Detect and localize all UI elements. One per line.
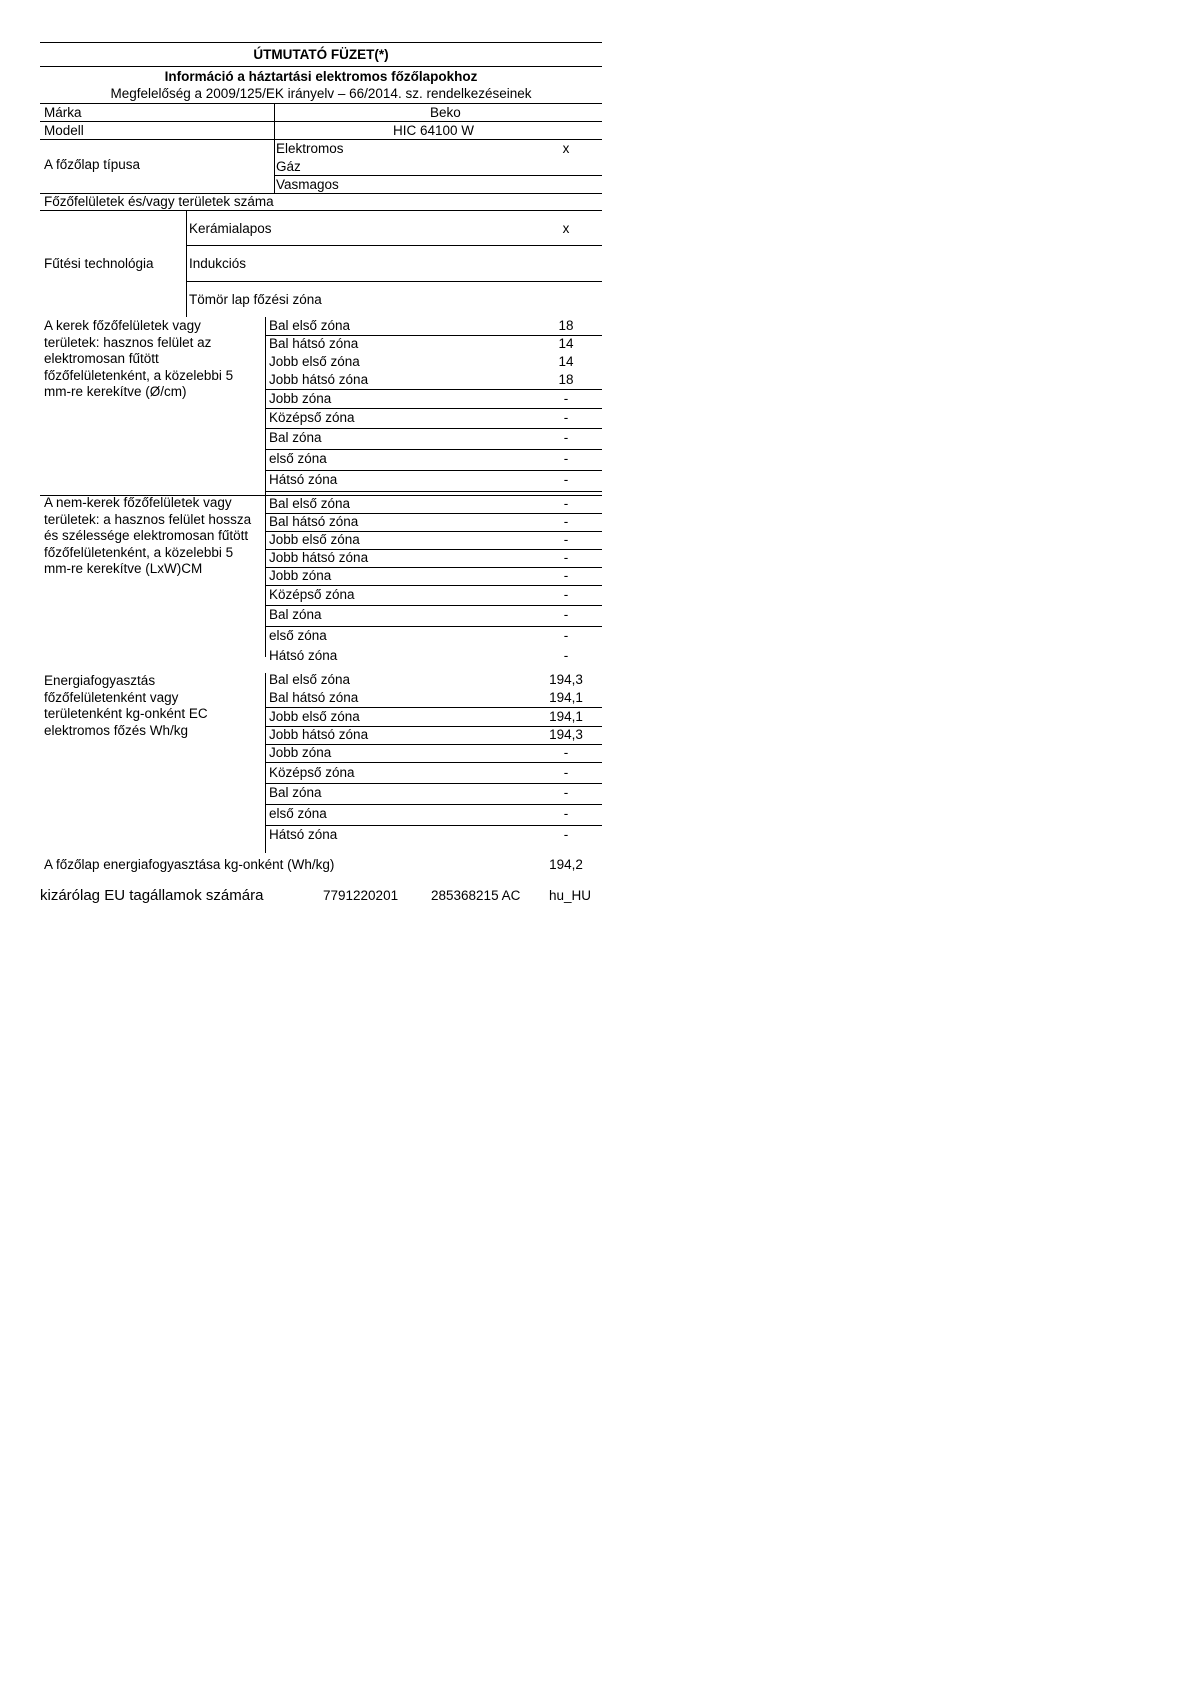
- sheet-title: ÚTMUTATÓ FÜZET(*): [253, 47, 389, 62]
- total-energy-value: 194,2: [549, 857, 583, 872]
- zone-value: 194,1: [549, 690, 583, 705]
- heating-tech-option: Kerámialapos: [189, 221, 272, 236]
- row-rule: [265, 825, 602, 826]
- hob-type-option: Vasmagos: [276, 177, 339, 192]
- zone-name: Jobb hátsó zóna: [269, 727, 369, 742]
- zone-value: -: [563, 550, 569, 565]
- zone-value: -: [563, 451, 569, 466]
- zone-value: -: [563, 806, 569, 821]
- round-zones-label: A kerek főzőfelületek vagy területek: hasznos felület az elektromosan fűtött főzőfelületenként, a közelebbi 5 mm-re kerekítve (Ø/cm): [44, 318, 234, 399]
- row-rule: [265, 428, 602, 429]
- rule: [40, 210, 602, 211]
- row-rule: [265, 605, 602, 606]
- zone-name: Bal hátsó zóna: [269, 690, 359, 705]
- nonround-zones-label: A nem-kerek főzőfelületek vagy területek: a hasznos felület hossza és szélessége elektromosan fűtött főzőfelületenként, a közelebbi 5 mm-re kerekítve (LxW)CM: [44, 495, 252, 576]
- total-energy-label: A főzőlap energiafogyasztása kg-onként (Wh/kg): [44, 857, 335, 872]
- zone-value: -: [563, 472, 569, 487]
- zone-value: -: [563, 628, 569, 643]
- zone-value: -: [563, 827, 569, 842]
- row-rule: [265, 408, 602, 409]
- zone-value: -: [563, 587, 569, 602]
- brand-label: Márka: [44, 105, 82, 120]
- energy-zones-label: Energiafogyasztás főzőfelületenként vagy területenként kg-onként EC elektromos főzés Wh/kg: [44, 673, 208, 738]
- footer-note: kizárólag EU tagállamok számára: [40, 887, 264, 904]
- footer-code-2: 285368215 AC: [431, 888, 521, 903]
- rule: [40, 121, 602, 122]
- rule: [40, 42, 602, 43]
- zone-name: Bal zóna: [269, 785, 322, 800]
- row-rule: [265, 531, 602, 532]
- zone-name: Bal hátsó zóna: [269, 514, 359, 529]
- zone-name: Bal zóna: [269, 430, 322, 445]
- hob-type-option: Gáz: [276, 159, 301, 174]
- zone-name: Bal első zóna: [269, 672, 351, 687]
- row-rule: [265, 567, 602, 568]
- zone-value: -: [563, 496, 569, 511]
- zone-name: első zóna: [269, 628, 327, 643]
- row-rule: [265, 744, 602, 745]
- zone-name: Jobb hátsó zóna: [269, 550, 369, 565]
- zone-name: első zóna: [269, 806, 327, 821]
- zone-name: Jobb első zóna: [269, 709, 360, 724]
- zone-name: Hátsó zóna: [269, 472, 338, 487]
- column-rule: [265, 673, 266, 853]
- row-rule: [265, 726, 602, 727]
- zone-value: 194,3: [549, 727, 583, 742]
- zone-name: Középső zóna: [269, 765, 355, 780]
- footer-code-1: 7791220201: [323, 888, 399, 903]
- row-rule: [265, 585, 602, 586]
- zone-name: Hátsó zóna: [269, 827, 338, 842]
- column-rule: [274, 103, 275, 139]
- rule: [40, 103, 602, 104]
- row-rule: [265, 626, 602, 627]
- footer-locale: hu_HU: [549, 888, 592, 903]
- rule: [40, 139, 602, 140]
- zone-name: Bal hátsó zóna: [269, 336, 359, 351]
- zone-name: Jobb zóna: [269, 745, 332, 760]
- zone-value: -: [563, 745, 569, 760]
- zone-name: Hátsó zóna: [269, 648, 338, 663]
- zone-name: Középső zóna: [269, 410, 355, 425]
- zone-name: Jobb hátsó zóna: [269, 372, 369, 387]
- column-rule: [265, 317, 266, 495]
- model-value: HIC 64100 W: [393, 123, 475, 138]
- row-rule: [265, 470, 602, 471]
- row-rule: [265, 804, 602, 805]
- hob-type-label: A főzőlap típusa: [44, 157, 141, 172]
- column-rule: [274, 139, 275, 193]
- zone-name: Bal első zóna: [269, 496, 351, 511]
- sheet-subtitle: Információ a háztartási elektromos főzőlapokhoz: [164, 69, 478, 84]
- zone-name: első zóna: [269, 451, 327, 466]
- row-rule: [265, 491, 602, 492]
- zone-value: -: [563, 391, 569, 406]
- zone-value: -: [563, 568, 569, 583]
- zone-value: 14: [558, 354, 574, 369]
- row-rule: [265, 783, 602, 784]
- heating-tech-option: Tömör lap főzési zóna: [189, 292, 322, 307]
- rule: [186, 245, 602, 246]
- heating-tech-option: Indukciós: [189, 256, 247, 271]
- zone-value: -: [563, 785, 569, 800]
- model-label: Modell: [44, 123, 84, 138]
- row-rule: [265, 389, 602, 390]
- hob-type-mark: x: [562, 141, 570, 156]
- regulation-text: Megfelelőség a 2009/125/EK irányelv – 66/2014. sz. rendelkezéseinek: [110, 86, 532, 101]
- row-rule: [265, 335, 602, 336]
- zone-value: 18: [558, 372, 574, 387]
- row-rule: [265, 513, 602, 514]
- zone-value: 14: [558, 336, 574, 351]
- zone-value: -: [563, 607, 569, 622]
- zone-name: Középső zóna: [269, 587, 355, 602]
- row-rule: [265, 549, 602, 550]
- zone-value: 18: [558, 318, 574, 333]
- heating-tech-mark: x: [562, 221, 570, 236]
- zone-name: Jobb első zóna: [269, 354, 360, 369]
- row-rule: [265, 707, 602, 708]
- rule: [40, 66, 602, 67]
- column-rule: [265, 495, 266, 657]
- zones-count-label: Főzőfelületek és/vagy területek száma: [44, 194, 274, 209]
- rule: [274, 175, 602, 176]
- zone-value: 194,1: [549, 709, 583, 724]
- row-rule: [265, 449, 602, 450]
- zone-value: 194,3: [549, 672, 583, 687]
- hob-type-option: Elektromos: [276, 141, 344, 156]
- zone-name: Jobb zóna: [269, 568, 332, 583]
- zone-value: -: [563, 765, 569, 780]
- heating-tech-label: Fűtési technológia: [44, 256, 154, 271]
- zone-value: -: [563, 648, 569, 663]
- row-rule: [265, 762, 602, 763]
- brand-value: Beko: [430, 105, 461, 120]
- zone-name: Bal első zóna: [269, 318, 351, 333]
- zone-value: -: [563, 532, 569, 547]
- zone-value: -: [563, 410, 569, 425]
- zone-value: -: [563, 514, 569, 529]
- zone-name: Jobb első zóna: [269, 532, 360, 547]
- zone-name: Jobb zóna: [269, 391, 332, 406]
- zone-name: Bal zóna: [269, 607, 322, 622]
- zone-value: -: [563, 430, 569, 445]
- rule: [186, 281, 602, 282]
- column-rule: [186, 210, 187, 317]
